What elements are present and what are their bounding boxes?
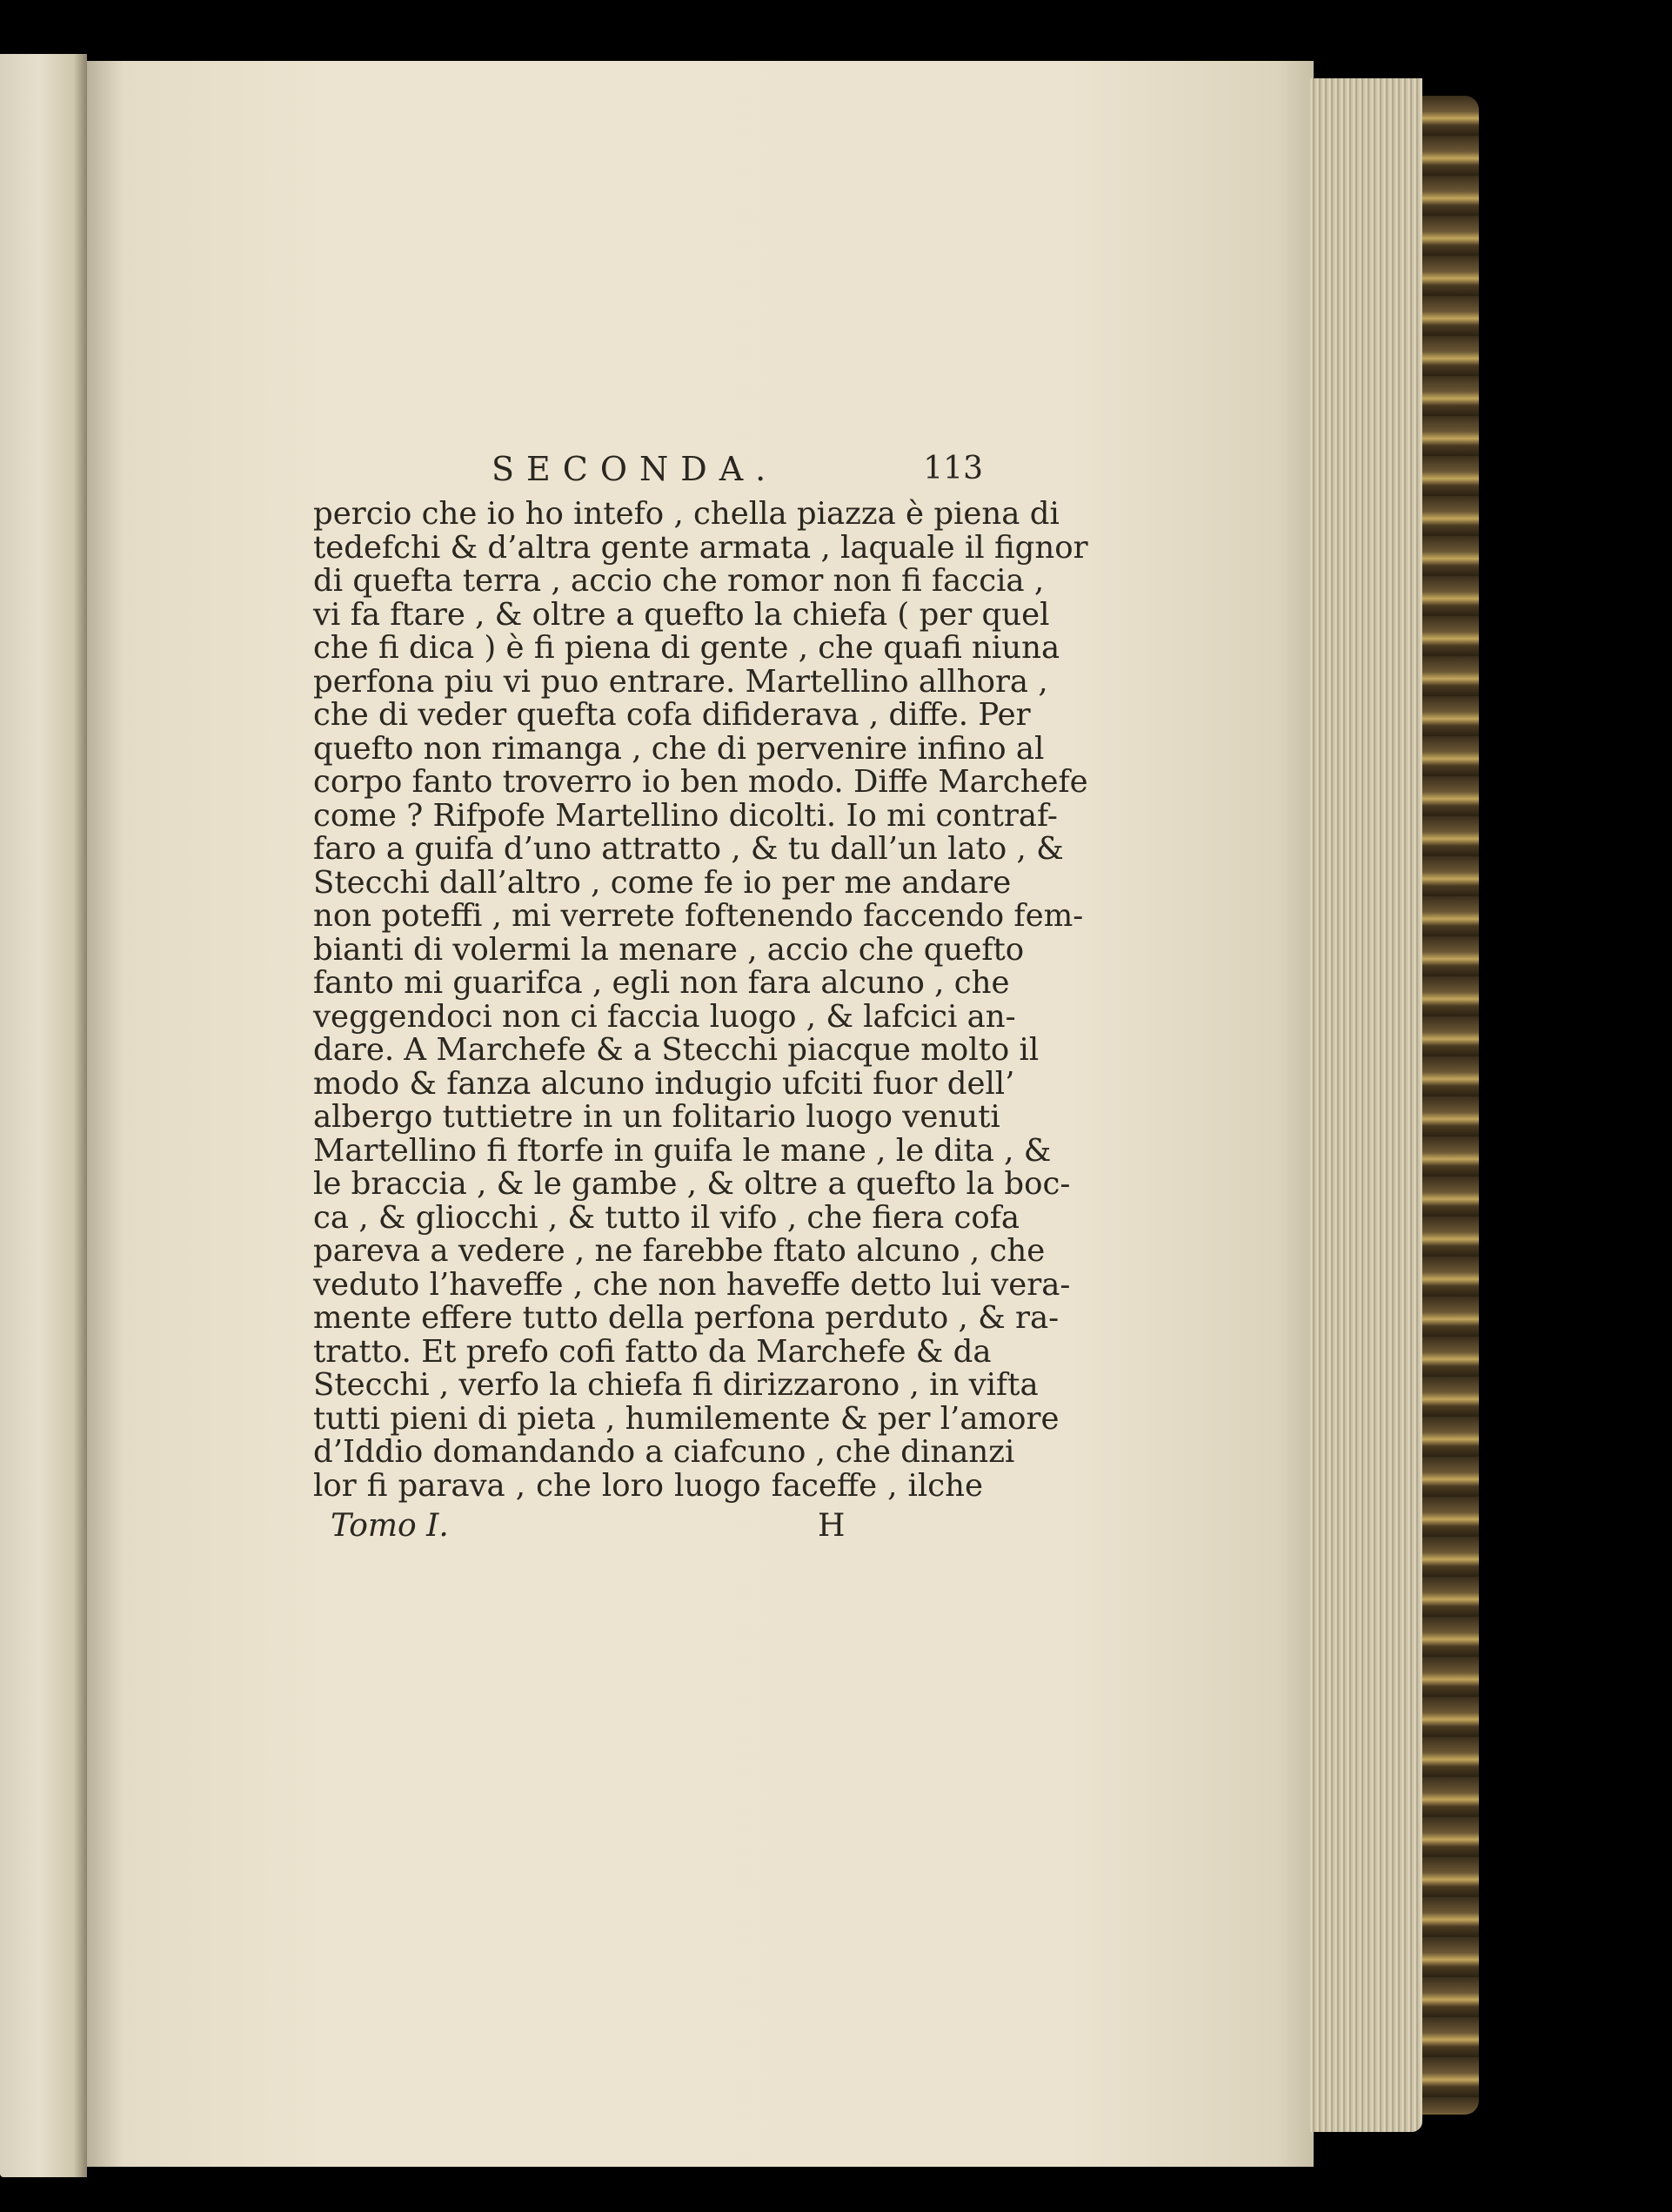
text-line: bianti di volermi la menare , accio che quefto [313,931,1025,968]
running-head: SECONDA. [492,450,779,488]
text-line: tutti pieni di pieta , humilemente & per l’amore [313,1400,1060,1437]
text-line: corpo fanto troverro io ben modo. Diffe Marchefe [313,764,1088,800]
text-line: mente effere tutto della perfona perduto , & ra- [313,1300,1060,1336]
text-line: dare. A Marchefe & a Stecchi piacque molto il [313,1032,1040,1068]
text-line: ca , & gliocchi , & tutto il vifo , che fiera cofa [313,1199,1020,1236]
text-line: modo & fanza alcuno indugio ufciti fuor dell’ [313,1065,1015,1102]
volume-label: Tomo I. [331,1508,449,1544]
text-line: Stecchi dall’altro , come fe io per me andare [313,864,1012,901]
text-line: veggendoci non ci faccia luogo , & lafcici an- [313,998,1016,1035]
text-line: non poteffi , mi verrete foftenendo faccendo fem- [313,898,1084,934]
text-line: che di veder quefta cofa difiderava , diffe. Per [313,697,1031,733]
facing-page-edge [0,54,87,2177]
page-number: 113 [923,451,983,486]
text-line: vi fa ftare , & oltre a quefto la chiefa ( per quel [313,596,1050,633]
page-header [313,452,983,493]
text-line: lor fi parava , che loro luogo faceffe , ilche [313,1467,983,1504]
text-line: tratto. Et prefo cofi fatto da Marchefe & da [313,1333,992,1370]
text-line: le braccia , & le gambe , & oltre a quefto la boc- [313,1166,1071,1202]
text-line: percio che io ho intefo , chella piazza è piena di [313,496,1060,532]
text-line: pareva a vedere , ne farebbe ftato alcuno , che [313,1233,1046,1269]
text-line: perfona piu vi puo entrare. Martellino allhora , [313,663,1048,700]
body-text [313,496,1088,1504]
text-line: veduto l’haveffe , che non haveffe detto lui vera- [313,1266,1071,1303]
text-line: di quefta terra , accio che romor non fi faccia , [313,563,1045,599]
text-line: d’Iddio domandando a ciafcuno , che dinanzi [313,1434,1015,1470]
text-block [313,450,1088,1552]
text-line: faro a guifa d’uno attratto , & tu dall’un lato , & [313,831,1064,867]
text-line: Martellino fi ftorfe in guifa le mane , le dita , & [313,1132,1052,1169]
text-line: fanto mi guarifca , egli non fara alcuno , che [313,965,1010,1001]
text-line: albergo tuttietre in un folitario luogo venuti [313,1099,1000,1135]
text-line: tedefchi & d’altra gente armata , laquale il fignor [313,529,1088,566]
text-line: che fi dica ) è fi piena di gente , che quafi niuna [313,630,1060,666]
text-line: quefto non rimanga , che di pervenire infino al [313,730,1045,767]
text-line: come ? Rifpofe Martellino dicolti. Io mi contraf- [313,797,1058,834]
text-line: Stecchi , verfo la chiefa fi dirizzarono , in vifta [313,1367,1039,1403]
book-spine [1422,96,1479,2115]
signature-mark: H [818,1508,846,1544]
page-footer [313,1510,983,1552]
page-edges [1309,78,1422,2132]
